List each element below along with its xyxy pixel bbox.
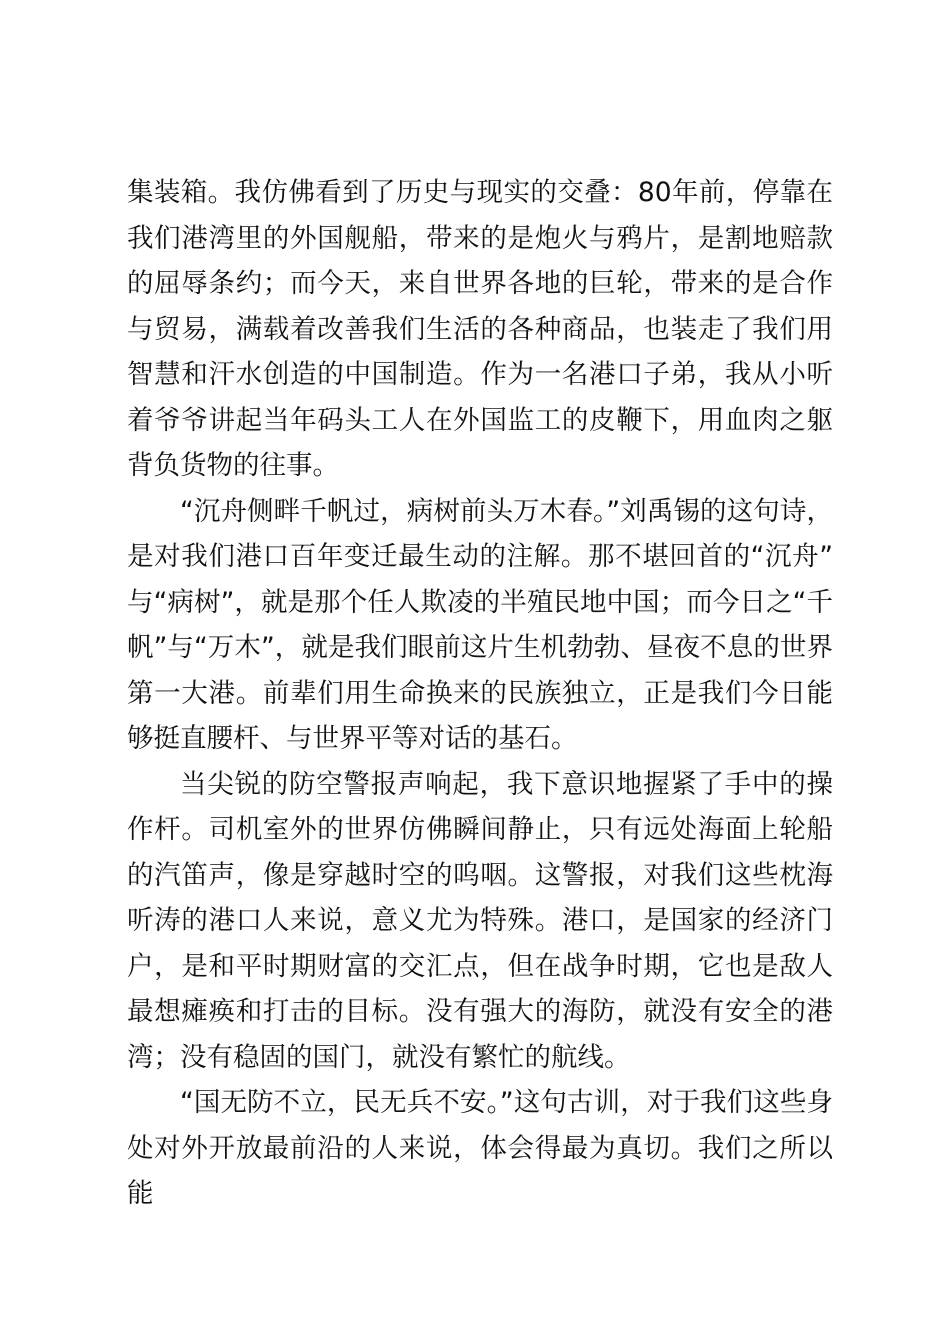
document-body — [127, 170, 833, 1217]
paragraph-4: “国无防不立，民无兵不安。”这句古训，对于我们这些身处对外开放最前沿的人来说，体会得最为真切。我们之所以能 — [127, 1087, 833, 1209]
paragraph-2: “沉舟侧畔千帆过，病树前头万木春。”刘禹锡的这句诗，是对我们港口百年变迁最生动的注解。那不堪回首的“沉舟”与“病树”，就是那个任人欺凌的半殖民地中国；而今日之“千帆”与“万木”，就是我们眼前这片生机勃勃、昼夜不息的世界第一大港。前辈们用生命换来的民族独立，正是我们今日能够挺直腰杆、与世界平等对话的基石。 — [127, 495, 833, 754]
paragraph-3: 当尖锐的防空警报声响起，我下意识地握紧了手中的操作杆。司机室外的世界仿佛瞬间静止，只有远处海面上轮船的汽笛声，像是穿越时空的呜咽。这警报，对我们这些枕海听涛的港口人来说，意义尤为特殊。港口，是国家的经济门户，是和平时期财富的交汇点，但在战争时期，它也是敌人最想瘫痪和打击的目标。没有强大的海防，就没有安全的港湾；没有稳固的国门，就没有繁忙的航线。 — [127, 768, 833, 1073]
paragraph-1: 集装箱。我仿佛看到了历史与现实的交叠：80年前，停靠在我们港湾里的外国舰船，带来的是炮火与鸦片，是割地赔款的屈辱条约；而今天，来自世界各地的巨轮，带来的是合作与贸易，满载着改善我们生活的各种商品，也装走了我们用智慧和汗水创造的中国制造。作为一名港口子弟，我从小听着爷爷讲起当年码头工人在外国监工的皮鞭下，用血肉之躯背负货物的往事。 — [127, 177, 833, 481]
